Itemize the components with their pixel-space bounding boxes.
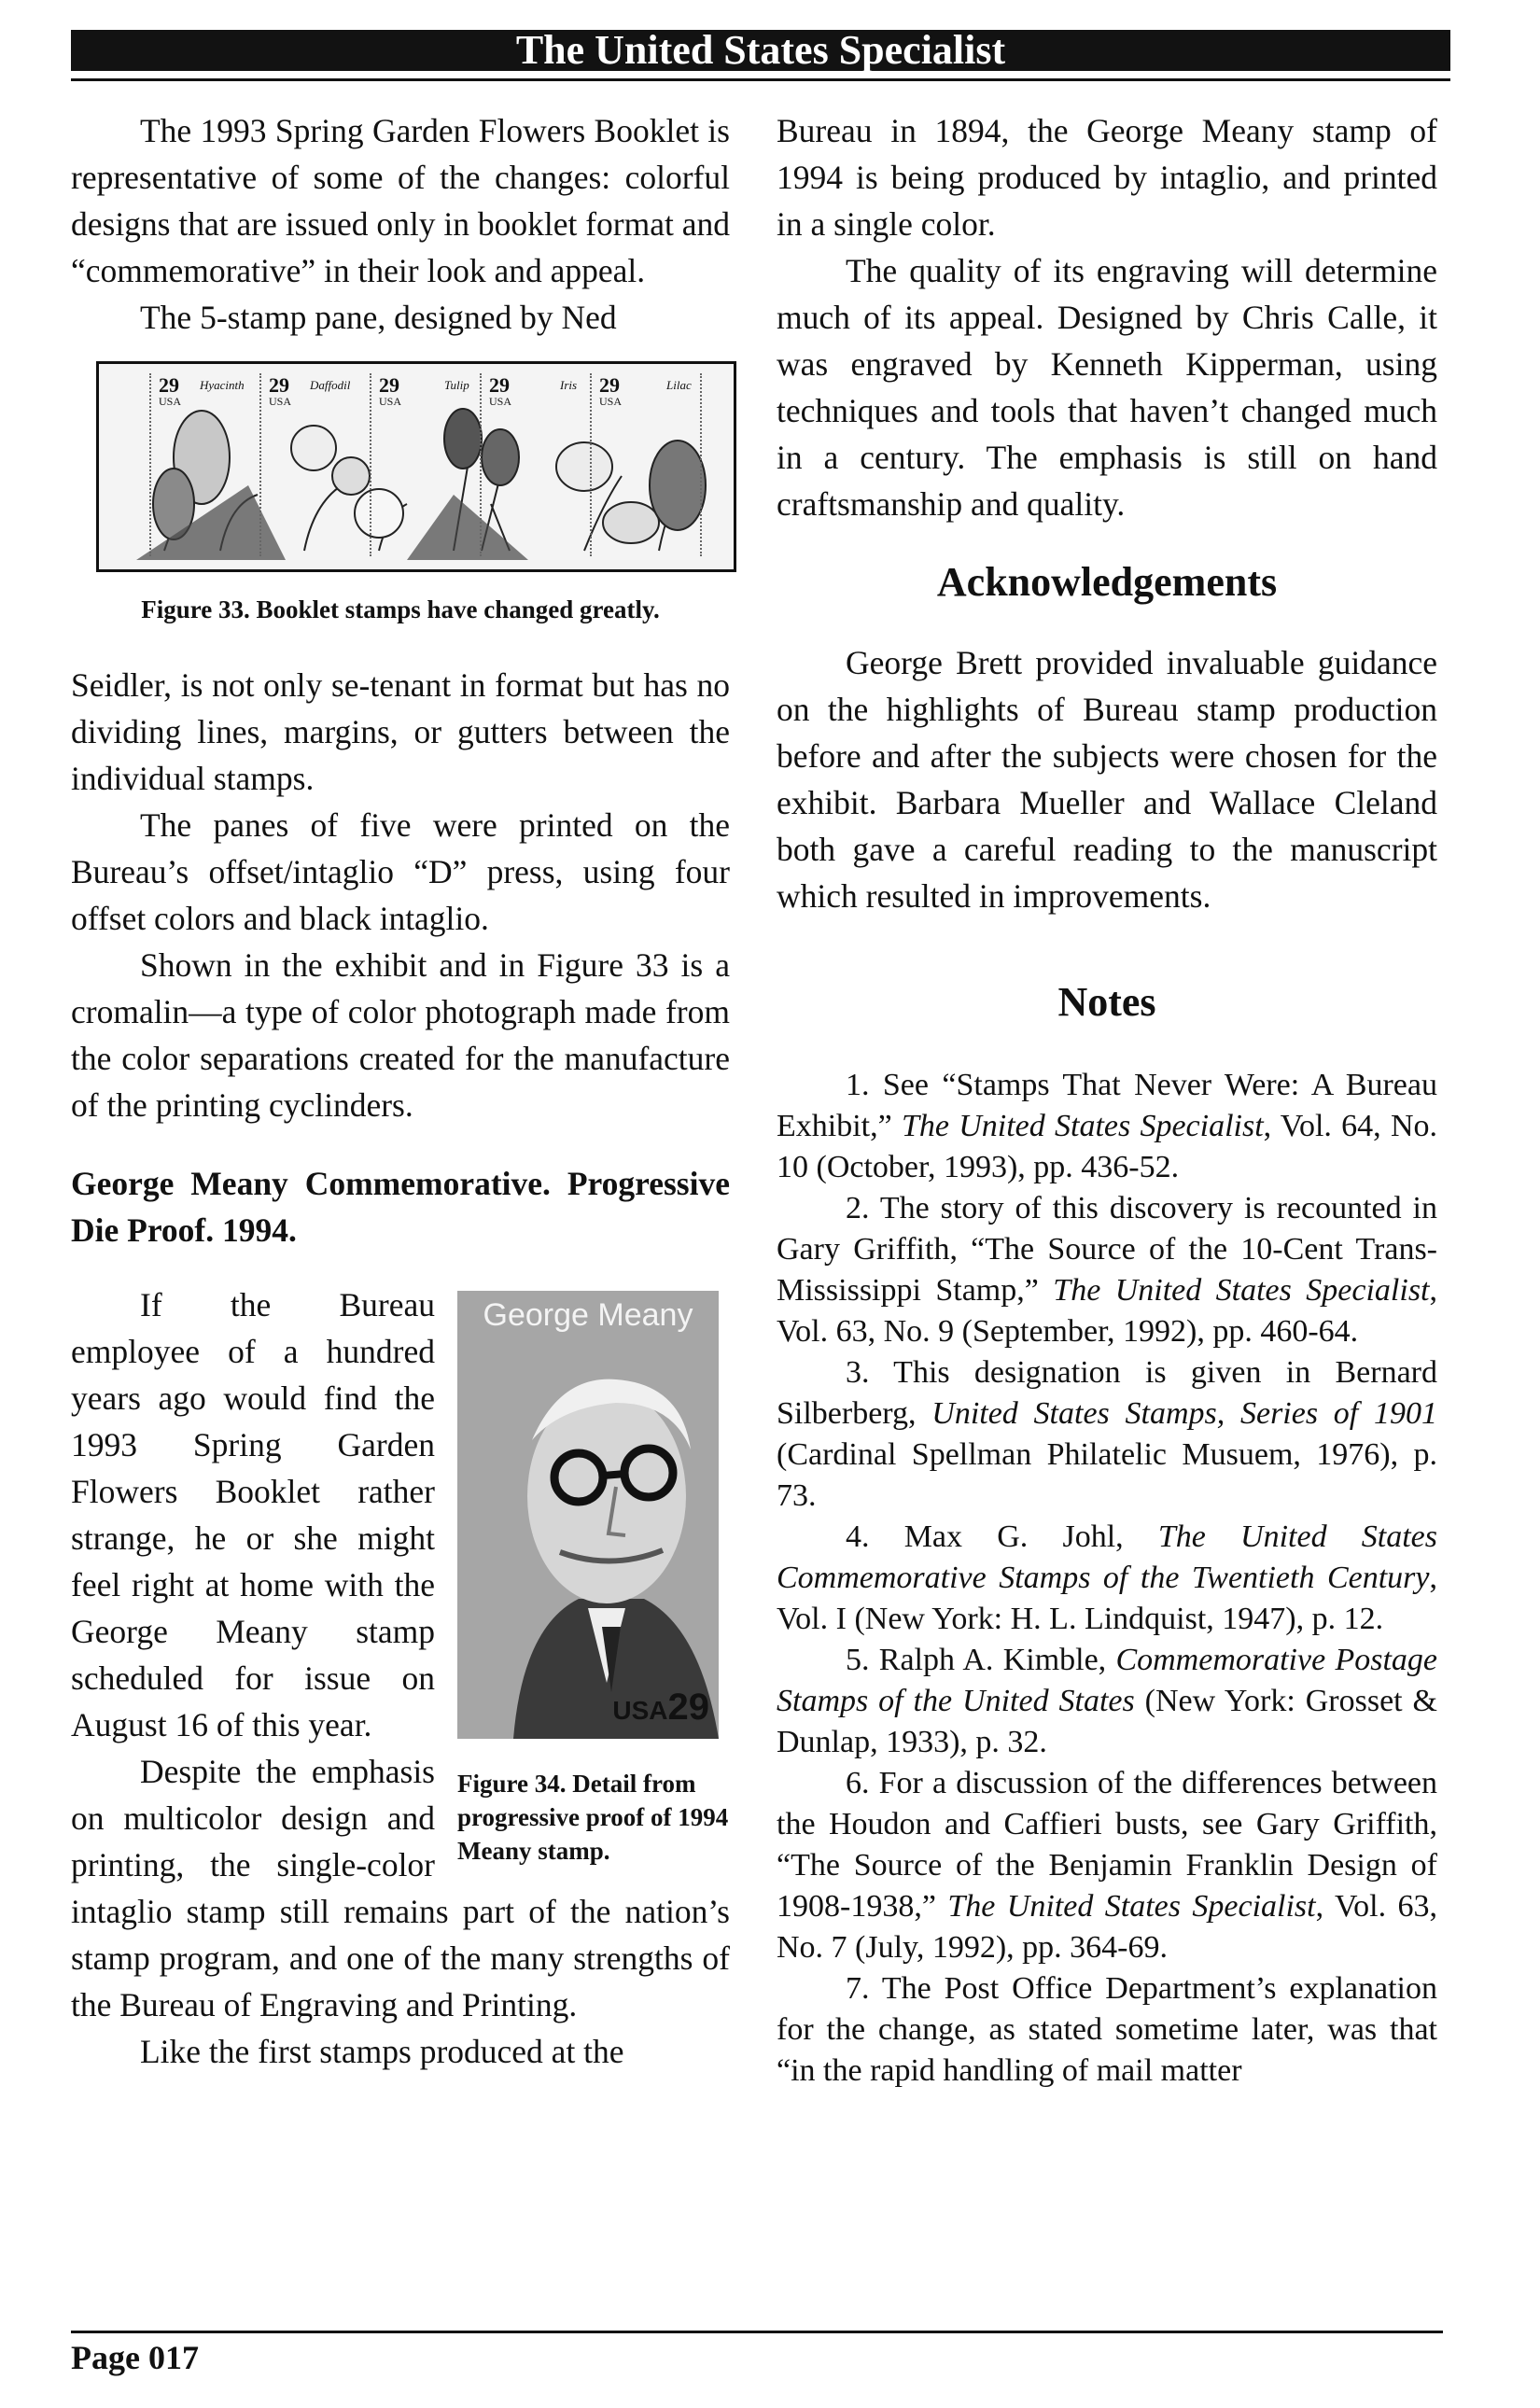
meany-stamp-image: [457, 1291, 719, 1739]
body-paragraph: If the Bureau employee of a hundred years ago would find the 1993 Spring Garden Flowers Booklet rather strange, he or she might feel right at home with the George Meany stamp scheduled for issue on August 16 of this year.: [71, 1286, 435, 1743]
body-paragraph: Seidler, is not only se-tenant in format but has no dividing lines, margins, or gutters between the individual stamps.: [71, 666, 730, 797]
right-column: [777, 107, 1437, 2092]
stamp-tulip: 29 USA Tulip: [370, 373, 480, 556]
note-6: 6. For a discussion of the differences between the Houdon and Caffieri busts, see Gary Griffith, “The Source of the Benjamin Franklin Design of 1908-1938,” The United States Specialist, Vol. 63, No. 7 (July, 1992), pp. 364-69.: [777, 1766, 1437, 1965]
body-paragraph: The quality of its engraving will determine much of its appeal. Designed by Chris Calle, it was engraved by Kenneth Kipperman, using techniques and tools that haven’t changed much in a century. The emphasis is still on hand craftsmanship and quality.: [777, 252, 1437, 523]
figure-33-caption: Figure 33. Booklet stamps have changed greatly.: [141, 595, 660, 623]
note-2: 2. The story of this discovery is recounted in Gary Griffith, “The Source of the 10-Cent Trans-Mississippi Stamp,” The United States Specialist, Vol. 63, No. 9 (September, 1992), pp. 460-64.: [777, 1191, 1437, 1349]
note-4: 4. Max G. Johl, The United States Commemorative Stamps of the Twentieth Century, Vol. I (New York: H. L. Lindquist, 1947), p. 12.: [777, 1519, 1437, 1636]
footer-rule: [71, 2331, 1443, 2333]
figure-34: [450, 1291, 730, 1868]
body-paragraph: The panes of five were printed on the Bureau’s offset/intaglio “D” press, using four offset colors and black intaglio.: [71, 806, 730, 937]
stamp-title: George Meany: [483, 1297, 693, 1333]
body-paragraph: Bureau in 1894, the George Meany stamp of 1994 is being produced by intaglio, and printed in a single color.: [777, 112, 1437, 243]
figure-33-booklet-pane: [96, 361, 736, 572]
body-paragraph: Like the first stamps produced at the: [140, 2033, 624, 2070]
body-paragraph: Despite the emphasis on multicolor design and printing, the single-color intaglio stamp still remains part of the nation’s stamp program, and one of the many strengths of the Bureau of Engraving and Printing.: [71, 1753, 730, 2023]
body-paragraph: The 1993 Spring Garden Flowers Booklet is representative of some of the changes: colorful designs that are issued only in booklet format and “commemorative” in their look and appeal.: [71, 112, 730, 289]
page-number: Page 017: [71, 2339, 199, 2376]
notes-heading: Notes: [1057, 979, 1156, 1025]
acknowledgements-heading: Acknowledgements: [936, 559, 1278, 605]
running-header: The United States Specialist: [71, 30, 1450, 71]
stamp-lilac: 29 USA Lilac: [590, 373, 702, 556]
body-paragraph: The 5-stamp pane, designed by Ned: [140, 299, 617, 336]
left-column: [71, 107, 730, 2075]
body-paragraph: Shown in the exhibit and in Figure 33 is a cromalin—a type of color photograph made from the color separations created for the manufacture of the printing cyclinders.: [71, 946, 730, 1124]
stamp-denomination: USA29: [612, 1687, 709, 1728]
acknowledgements-paragraph: George Brett provided invaluable guidance on the highlights of Bureau stamp production before and after the subjects were chosen for the exhibit. Barbara Mueller and Wallace Cleland both gave a careful reading to the manuscript which resulted in improvements.: [777, 644, 1437, 915]
note-7: 7. The Post Office Department’s explanation for the change, as stated sometime later, was that “in the rapid handling of mail matter: [777, 1971, 1437, 2088]
stamp-iris: 29 USA Iris: [480, 373, 590, 556]
meany-portrait: [457, 1291, 719, 1739]
section-heading-meany: George Meany Commemorative. Progressive Die Proof. 1994.: [71, 1165, 730, 1249]
note-3: 3. This designation is given in Bernard Silberberg, United States Stamps, Series of 1901 (Cardinal Spellman Philatelic Musuem, 1976), p. 73.: [777, 1355, 1437, 1513]
note-1: 1. See “Stamps That Never Were: A Bureau Exhibit,” The United States Specialist, Vol. 64, No. 10 (October, 1993), pp. 436-52.: [777, 1068, 1437, 1184]
header-rule: [71, 78, 1450, 81]
notes-list: [777, 1065, 1437, 2092]
stamp-hyacinth: 29 USA Hyacinth: [149, 373, 259, 556]
figure-34-caption: Figure 34. Detail from progressive proof of 1994 Meany stamp.: [457, 1770, 729, 1865]
note-5: 5. Ralph A. Kimble, Commemorative Postage Stamps of the United States (New York: Grosset & Dunlap, 1933), p. 32.: [777, 1643, 1437, 1759]
stamp-daffodil: 29 USA Daffodil: [259, 373, 370, 556]
